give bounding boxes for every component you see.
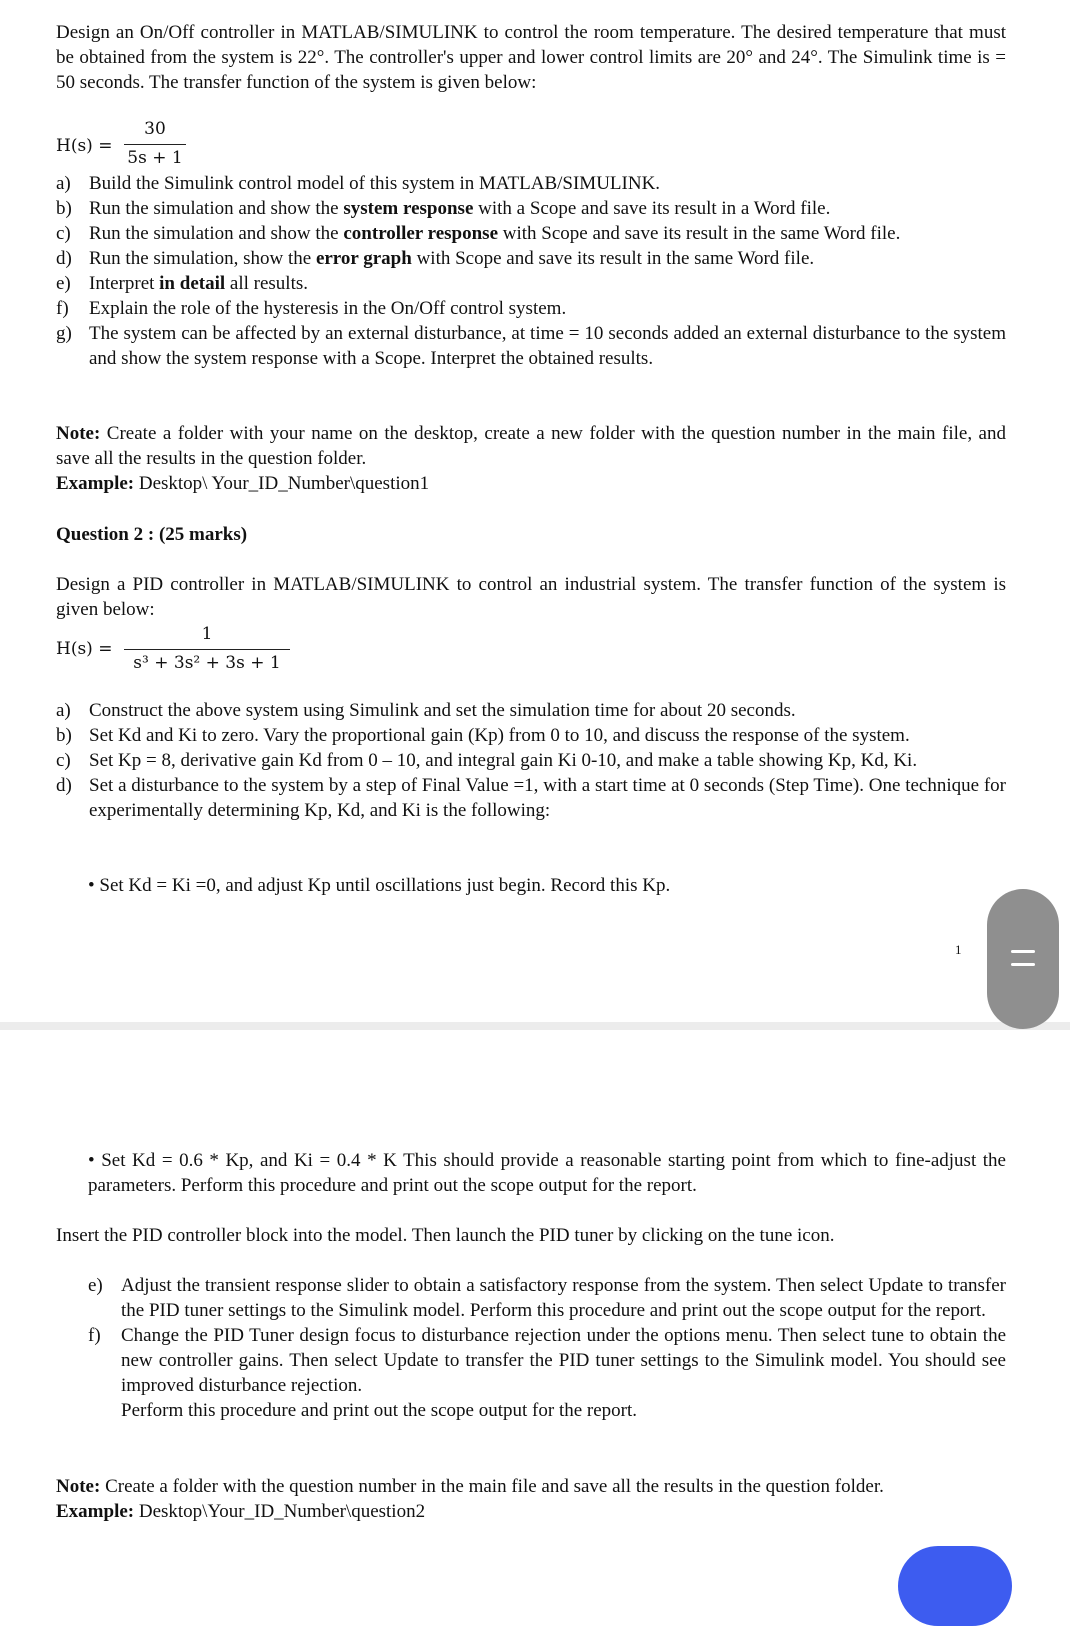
- question1-task-list: [56, 171, 1006, 371]
- question1-note: Note: Create a folder with your name on the desktop, create a new folder with the question number in the main file, and save all the results in the question folder. Example: Desktop\ Your_ID_Number\question1: [56, 423, 1006, 494]
- list-item: g) The system can be affected by an external disturbance, at time = 10 seconds added an external disturbance to the system and show the system response with a Scope. Interpret the obtained results.: [56, 323, 1006, 369]
- question1-intro: Design an On/Off controller in MATLAB/SIMULINK to control the room temperature. The desired temperature that must be obtained from the system is 22°. The controller's upper and lower control limits are 20° and 24°. The Simulink time is = 50 seconds. The transfer function of the system is given below:: [56, 22, 1006, 93]
- list-item: d) Run the simulation, show the error graph with Scope and save its result in the same Word file.: [56, 248, 815, 269]
- list-item: c) Run the simulation and show the controller response with Scope and save its result in the same Word file.: [56, 223, 901, 244]
- page-separator: [0, 1022, 1070, 1030]
- list-item: f) Explain the role of the hysteresis in the On/Off control system.: [56, 298, 567, 319]
- note-label: Note:: [56, 423, 101, 444]
- equation-numerator: 1: [201, 624, 213, 644]
- transfer-function-1: [56, 117, 356, 172]
- note-label: Note:: [56, 1476, 101, 1497]
- drag-handle-icon[interactable]: [987, 889, 1059, 1029]
- pid-insert-instruction: Insert the PID controller block into the model. Then launch the PID tuner by clicking on the tune icon.: [56, 1225, 835, 1246]
- list-item: a) Construct the above system using Simulink and set the simulation time for about 20 seconds.: [56, 700, 796, 721]
- page-number: 1: [955, 942, 962, 957]
- document-page-2: [0, 1030, 1070, 1566]
- question2-intro: Design a PID controller in MATLAB/SIMULINK to control an industrial system. The transfer function of the system is given below:: [56, 574, 1006, 620]
- equation-fraction: [124, 117, 186, 171]
- equation-numerator: 30: [144, 119, 166, 139]
- list-item: a) Build the Simulink control model of this system in MATLAB/SIMULINK.: [56, 173, 661, 194]
- example-label: Example:: [56, 473, 135, 494]
- question2-tuner-list: [88, 1273, 1006, 1423]
- list-item: e) Adjust the transient response slider to obtain a satisfactory response from the system. Then select Update to transfer the PID tuner settings to the Simulink model. Perform this procedure and print out the scope output for the report.: [88, 1275, 1006, 1321]
- equation-fraction: [124, 622, 290, 676]
- floating-action-button[interactable]: [898, 1546, 1012, 1626]
- equation-lhs: H(s) =: [56, 136, 113, 156]
- question2-heading: Question 2 : (25 marks): [56, 524, 248, 545]
- list-item: d) Set a disturbance to the system by a step of Final Value =1, with a start time at 0 seconds (Step Time). One technique for experimentally determining Kp, Kd, and Ki is the following:: [56, 775, 1006, 821]
- list-item: b) Run the simulation and show the system response with a Scope and save its result in a Word file.: [56, 198, 831, 219]
- equation-denominator: s³ + 3s² + 3s + 1: [133, 653, 281, 673]
- list-item: b) Set Kd and Ki to zero. Vary the proportional gain (Kp) from 0 to 10, and discuss the response of the system.: [56, 725, 910, 746]
- list-item: f) Change the PID Tuner design focus to disturbance rejection under the options menu. Then select tune to obtain the new controller gains. Then select Update to transfer the PID tuner settings to the Simulink model. You should see improved disturbance rejection. Perform this procedure and print out the scope output for the report.: [88, 1325, 1006, 1421]
- bullet-step-2: • Set Kd = 0.6 * Kp, and Ki = 0.4 * K This should provide a reasonable starting point from which to fine-adjust the parameters. Perform this procedure and print out the scope output for the report.: [88, 1150, 1006, 1196]
- list-item: c) Set Kp = 8, derivative gain Kd from 0 – 10, and integral gain Ki 0-10, and make a table showing Kp, Kd, Ki.: [56, 750, 918, 771]
- transfer-function-2: [56, 622, 356, 677]
- list-item: e) Interpret in detail all results.: [56, 273, 308, 294]
- equation-lhs: H(s) =: [56, 639, 113, 659]
- question2-note: Note: Create a folder with the question number in the main file and save all the results in the question folder. Example: Desktop\Your_ID_Number\question2: [56, 1476, 884, 1522]
- bullet-step-1: • Set Kd = Ki =0, and adjust Kp until oscillations just begin. Record this Kp.: [88, 875, 671, 896]
- equation-denominator: 5s + 1: [127, 148, 183, 168]
- example-label: Example:: [56, 1501, 135, 1522]
- question2-task-list: [56, 698, 1006, 823]
